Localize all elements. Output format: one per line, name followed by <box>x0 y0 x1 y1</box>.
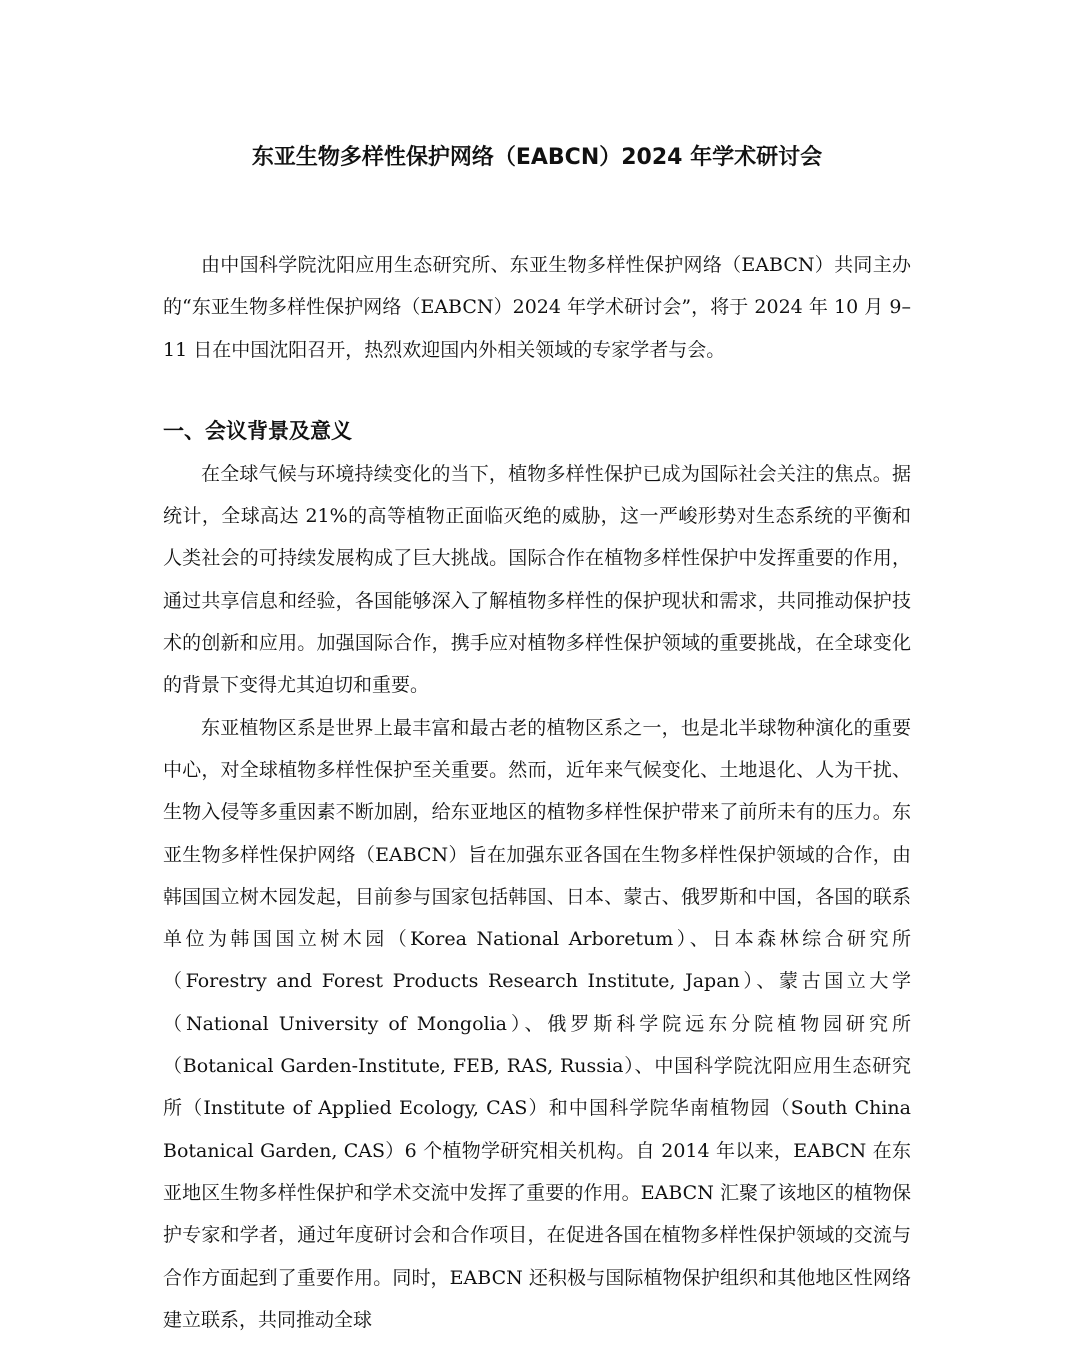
background-paragraph-2: 东亚植物区系是世界上最丰富和最古老的植物区系之一，也是北半球物种演化的重要中心，对全球植物多样性保护至关重要。然而，近年来气候变化、土地退化、人为干扰、生物入侵等多重因素不断加剧，给东亚地区的植物多样性保护带来了前所未有的压力。东亚生物多样性保护网络（EABCN）旨在加强东亚各国在生物多样性保护领域的合作，由韩国国立树木园发起，目前参与国家包括韩国、日本、蒙古、俄罗斯和中国，各国的联系单位为韩国国立树木园（Korea National Arboretum）、日本森林综合研究所（Forestry and Forest Products Research Institute, Japan）、蒙古国立大学（National University of Mongolia）、俄罗斯科学院远东分院植物园研究所（Botanical Garden-Institute, FEB, RAS, Russia）、中国科学院沈阳应用生态研究所（Institute of Applied Ecology, CAS）和中国科学院华南植物园（South China Botanical Garden, CAS）6 个植物学研究相关机构。自 2014 年以来，EABCN 在东亚地区生物多样性保护和学术交流中发挥了重要的作用。EABCN 汇聚了该地区的植物保护专家和学者，通过年度研讨会和合作项目，在促进各国在植物多样性保护领域的交流与合作方面起到了重要作用。同时，EABCN 还积极与国际植物保护组织和其他地区性网络建立联系，共同推动全球 <box>163 716 911 1331</box>
document-body <box>163 244 911 1341</box>
intro-paragraph: 由中国科学院沈阳应用生态研究所、东亚生物多样性保护网络（EABCN）共同主办的“东亚生物多样性保护网络（EABCN）2024 年学术研讨会”，将于 2024 年 10 月 9–11 日在中国沈阳召开，热烈欢迎国内外相关领域的专家学者与会。 <box>163 254 911 361</box>
background-paragraph-1: 在全球气候与环境持续变化的当下，植物多样性保护已成为国际社会关注的焦点。据统计，全球高达 21%的高等植物正面临灭绝的威胁，这一严峻形势对生态系统的平衡和人类社会的可持续发展构成了巨大挑战。国际合作在植物多样性保护中发挥重要的作用，通过共享信息和经验，各国能够深入了解植物多样性的保护现状和需求，共同推动保护技术的创新和应用。加强国际合作，携手应对植物多样性保护领域的重要挑战，在全球变化的背景下变得尤其迫切和重要。 <box>163 462 911 697</box>
section-heading: 一、会议背景及意义 <box>163 418 352 443</box>
page-title: 东亚生物多样性保护网络（EABCN）2024 年学术研讨会 <box>251 145 823 170</box>
